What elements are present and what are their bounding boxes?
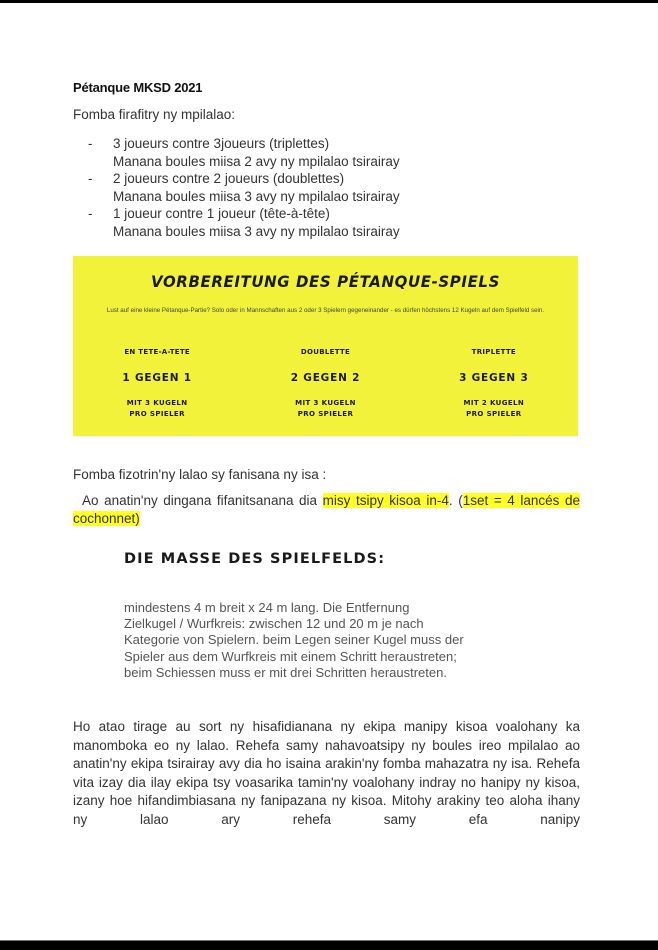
column-balls-line2: PRO SPIELER [129, 410, 185, 418]
highlight-set-definition: 1set = 4 lancés de cochonnet) [73, 493, 580, 526]
column-label: DOUBLETTE [300, 348, 351, 356]
sets-text-2: . ( [448, 493, 463, 508]
column-balls-line2: PRO SPIELER [297, 410, 354, 418]
list-item [88, 170, 508, 205]
highlight-throws: misy tsipy kisoa in-4 [322, 493, 449, 508]
column-balls-line1: MIT 2 KUGELN [463, 399, 525, 407]
preparation-infobox [73, 256, 578, 436]
document-title: Pétanque MKSD 2021 [73, 80, 203, 95]
infobox-text: Lust auf eine kleine Pétanque-Partie? Solo oder in Mannschaften aus 2 oder 3 Spielern gegeneinander - es dürfen höchstens 12 Kugeln auf dem Spielfeld sein. [106, 307, 545, 314]
intro-text: Fomba firafitry ny mpilalao: [73, 107, 236, 122]
bullet-dash: - [88, 136, 93, 151]
column-balls-line1: MIT 3 KUGELN [126, 399, 188, 407]
list-item-format: 2 joueurs contre 2 joueurs (doublettes) [113, 171, 345, 186]
body-paragraph: Ho atao tirage au sort ny hisafidianana ny ekipa manipy kisoa voalohany ka manomboka eo ny lalao. Rehefa samy nahavoatsipy ny boules ireo mpilalao ao anatin'ny ekipa tsirairay avy dia ho isaina arakin'ny fomba mahazatra ny isa. Rehefa vita izay dia ilay ekipa tsy voasarika tamin'ny voalohany indray no hanipy ny kisoa, izany hoe hifandimbiasana ny fanipazana ny kisoa. Mitohy arakiny teo aloha ihany ny lalao ary rehefa samy efa nanipy [73, 719, 580, 827]
top-border [0, 0, 658, 3]
column-balls-line2: PRO SPIELER [466, 410, 522, 418]
field-description: mindestens 4 m breit x 24 m lang. Die Entfernung Zielkugel / Wurfkreis: zwischen 12 und 20 m je nach Kategorie von Spielern. beim Legen seiner Kugel muss der Spieler aus dem Wurfkreis mit einem Schritt heraustreten; beim Schiessen muss er mit drei Schritten heraustreten. [124, 600, 464, 680]
infobox-column-triplette [410, 348, 578, 420]
list-item-balls: Manana boules miisa 3 avy ny mpilalao tsirairay [113, 188, 400, 204]
infobox-heading: VORBEREITUNG DES PÉTANQUE-SPIELS [151, 272, 500, 292]
sets-paragraph [73, 492, 580, 528]
bullet-dash: - [88, 206, 93, 221]
infobox-columns [73, 348, 578, 420]
list-item-format: 3 joueurs contre 3joueurs (triplettes) [113, 136, 330, 151]
column-match: 1 GEGEN 1 [122, 372, 192, 384]
sets-text-1: Ao anatin'ny dingana fifanitsanana dia [82, 493, 323, 508]
bullet-dash: - [88, 171, 93, 186]
infobox-column-doublette [241, 348, 409, 420]
method-heading: Fomba fizotrin'ny lalao sy fanisana ny isa : [73, 467, 327, 482]
column-label: EN TETE-A-TETE [124, 348, 191, 356]
list-item [88, 205, 508, 240]
bottom-border [0, 940, 658, 950]
column-match: 3 GEGEN 3 [459, 372, 529, 384]
team-format-list [88, 135, 508, 240]
list-item [88, 135, 508, 170]
list-item-format: 1 joueur contre 1 joueur (tête-à-tête) [113, 206, 330, 221]
field-heading: DIE MASSE DES SPIELFELDS: [124, 551, 386, 567]
infobox-column-tete-a-tete [73, 348, 241, 420]
column-label: TRIPLETTE [471, 348, 516, 356]
column-match: 2 GEGEN 2 [290, 372, 361, 384]
list-item-balls: Manana boules miisa 2 avy ny mpilalao tsirairay [113, 153, 400, 169]
column-balls-line1: MIT 3 KUGELN [295, 399, 356, 407]
list-item-balls: Manana boules miisa 3 avy ny mpilalao tsirairay [113, 223, 400, 239]
